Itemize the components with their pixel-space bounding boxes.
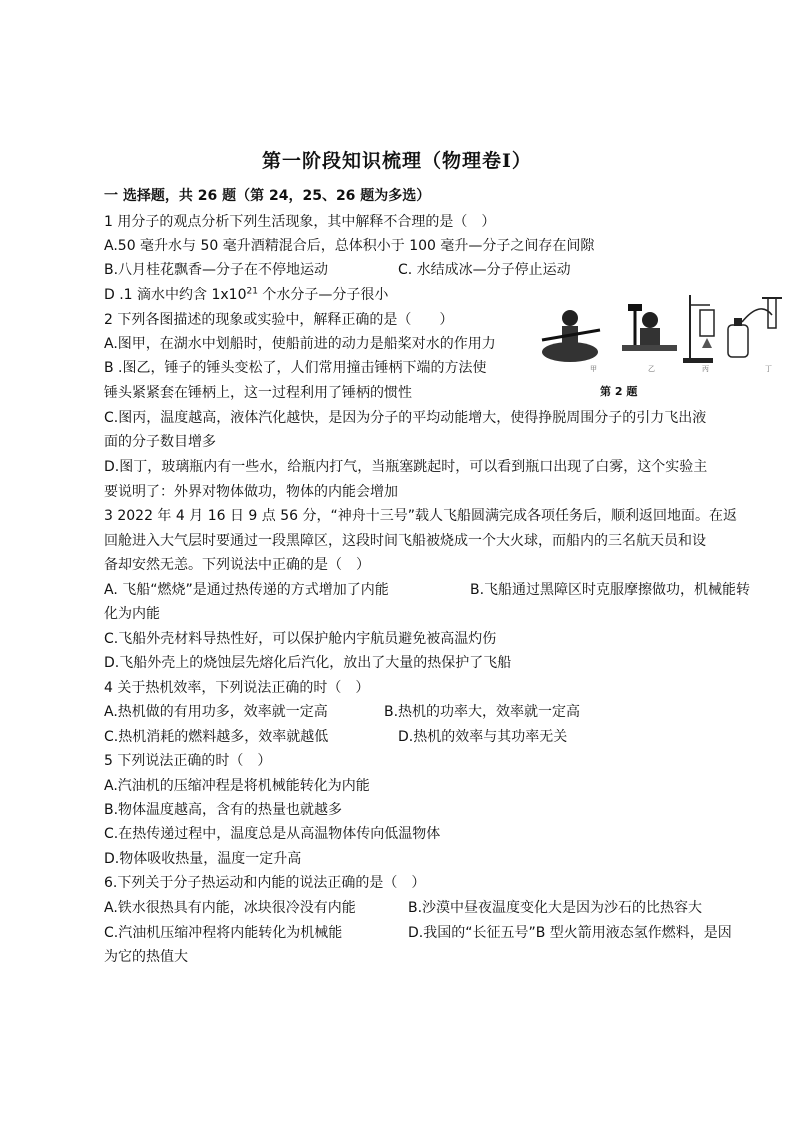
q5-option-c: C.在热传递过程中，温度总是从高温物体传向低温物体	[104, 826, 441, 842]
q3-stem-line2: 回舱进入大气层时要通过一段黑障区，这段时间飞船被烧成一个大火球，而船内的三名航天员和设	[104, 533, 706, 549]
figure-heating-apparatus	[683, 295, 714, 363]
q3-option-c: C.飞船外壳材料导热性好，可以保护舱内宇航员避免被高温灼伤	[104, 631, 497, 647]
q2-option-b-line1: B .图乙，锤子的锤头变松了，人们常用撞击锤柄下端的方法使	[104, 360, 487, 376]
q3-option-d: D.飞船外壳上的烧蚀层先熔化后汽化，放出了大量的热保护了飞船	[104, 655, 512, 671]
q5-option-a: A.汽油机的压缩冲程是将机械能转化为内能	[104, 778, 370, 794]
q5-option-b: B.物体温度越高，含有的热量也就越多	[104, 802, 343, 818]
q2-option-a: A.图甲，在湖水中划船时，使船前进的动力是船桨对水的作用力	[104, 336, 496, 352]
q5-option-d: D.物体吸收热量，温度一定升高	[104, 851, 302, 867]
q4-option-a: A.热机做的有用功多，效率就一定高	[104, 704, 328, 720]
q5-stem: 5 下列说法正确的时（ ）	[104, 753, 272, 769]
q2-option-b-line2: 锤头紧紧套在锤柄上，这一过程利用了锤柄的惯性	[104, 385, 412, 401]
q2-stem: 2 下列各图描述的现象或实验中，解释正确的是（ ）	[104, 312, 454, 328]
q1-stem: 1 用分子的观点分析下列生活现象，其中解释不合理的是（ ）	[104, 214, 496, 230]
q2-option-d-line2: 要说明了：外界对物体做功，物体的内能会增加	[104, 484, 398, 500]
q3-option-a: A. 飞船“燃烧”是通过热传递的方式增加了内能	[104, 582, 389, 598]
q1-option-b: B.八月桂花飘香—分子在不停地运动	[104, 262, 329, 278]
figure-label-4: 丁	[765, 365, 772, 373]
q2-figure-caption: 第 2 题	[600, 385, 638, 398]
q3-stem-line3: 备却安然无恙。下列说法中正确的是（ ）	[104, 557, 370, 573]
q6-option-d-line1: D.我国的“长征五号”B 型火箭用液态氢作燃料，是因	[408, 925, 732, 941]
figure-hammer	[622, 304, 677, 351]
q6-option-c: C.汽油机压缩冲程将内能转化为机械能	[104, 925, 343, 941]
q6-option-d-line2: 为它的热值大	[104, 949, 188, 965]
figure-label-3: 丙	[702, 365, 709, 373]
q4-stem: 4 关于热机效率，下列说法正确的时（ ）	[104, 680, 370, 696]
q4-option-b: B.热机的功率大，效率就一定高	[384, 704, 581, 720]
q4-option-c: C.热机消耗的燃料越多，效率就越低	[104, 729, 329, 745]
q2-figure-labels	[540, 364, 785, 376]
figure-bottle-pump	[728, 298, 782, 357]
figure-rowing	[542, 310, 600, 362]
q6-option-b: B.沙漠中昼夜温度变化大是因为沙石的比热容大	[408, 900, 703, 916]
q6-option-a: A.铁水很热具有内能，冰块很冷没有内能	[104, 900, 356, 916]
q1-option-d: D .1 滴水中约含 $1x10^{21}$ 个水分子—分子很小	[104, 286, 389, 303]
figure-label-2: 乙	[648, 365, 655, 373]
page-title: 第一阶段知识梳理（物理卷Ⅰ）	[262, 150, 532, 172]
q3-stem-line1: 3 2022 年 4 月 16 日 9 点 56 分，“神舟十三号”载人飞船圆满完成各项任务后，顺利返回地面。在返	[104, 508, 737, 524]
q2-option-c-line2: 面的分子数目增多	[104, 434, 216, 450]
figure-label-1: 甲	[590, 365, 597, 373]
q3-option-b-line1: B.飞船通过黑障区时克服摩擦做功，机械能转	[470, 582, 751, 598]
q1-option-a: A.50 毫升水与 50 毫升酒精混合后，总体积小于 100 毫升—分子之间存在间隙	[104, 238, 595, 254]
q2-option-d-line1: D.图丁，玻璃瓶内有一些水，给瓶内打气，当瓶塞跳起时，可以看到瓶口出现了白雾，这个实验主	[104, 459, 708, 475]
q2-option-c-line1: C.图丙，温度越高，液体汽化越快，是因为分子的平均动能增大，使得挣脱周围分子的引力飞出液	[104, 410, 707, 426]
q6-stem: 6.下列关于分子热运动和内能的说法正确的是（ ）	[104, 875, 426, 891]
section-header: 一 选择题，共 26 题（第 24，25、26 题为多选）	[104, 188, 431, 204]
q2-figure	[540, 290, 785, 375]
q3-option-b-line2: 化为内能	[104, 606, 160, 622]
q1-option-c: C. 水结成冰—分子停止运动	[398, 262, 571, 278]
q4-option-d: D.热机的效率与其功率无关	[398, 729, 568, 745]
